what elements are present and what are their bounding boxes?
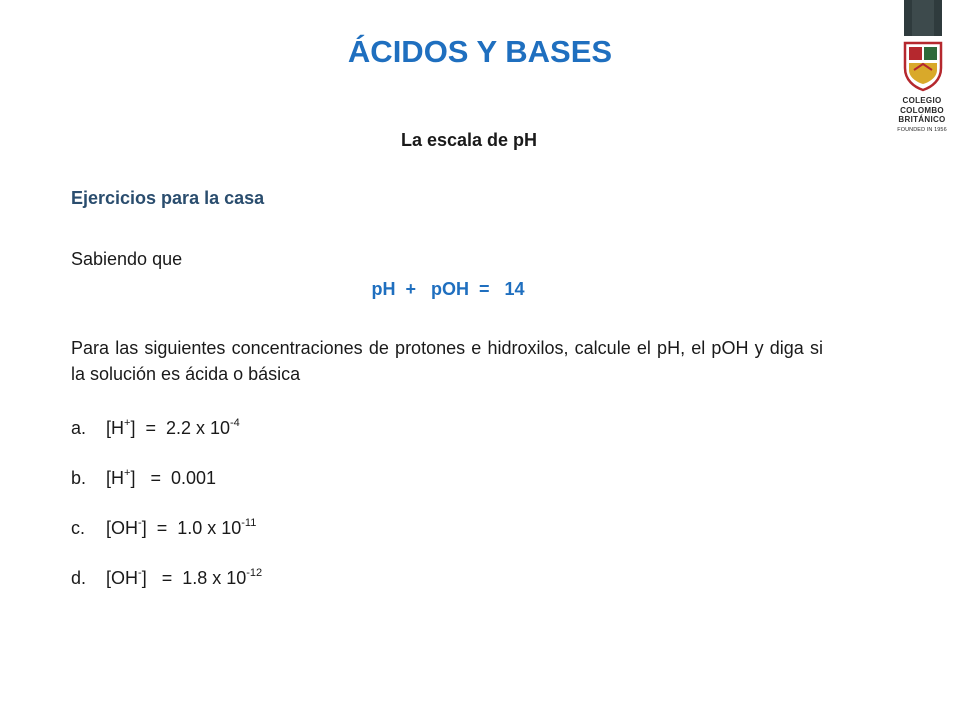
- crest-icon: [902, 40, 944, 92]
- exercise-list: [71, 418, 262, 618]
- school-logo: [896, 0, 948, 150]
- exercise-item: b. [H+] = 0.001: [71, 467, 216, 488]
- exercise-item: a. [H+] = 2.2 x $10^{-4}$: [71, 417, 240, 438]
- logo-bar: [904, 0, 942, 36]
- exercise-item: c. [OH-] = 1.0 x $10^{-11}$: [71, 517, 257, 538]
- exercise-item: d. [OH-] = 1.8 x $10^{-12}$: [71, 567, 263, 588]
- logo-text: COLEGIO COLOMBO BRITÁNICO FOUNDED IN 1956: [897, 96, 947, 133]
- slide-title: ÁCIDOS Y BASES: [347, 34, 613, 69]
- instructions-paragraph: Para las siguientes concentraciones de protones e hidroxilos, calcule el pH, el pOH y diga si la solución es ácida o básica: [71, 338, 823, 384]
- intro-text: Sabiendo que: [71, 249, 183, 269]
- section-heading: Ejercicios para la casa: [71, 188, 265, 208]
- formula: pH + pOH = 14: [371, 279, 525, 299]
- slide-subtitle: La escala de pH: [400, 130, 538, 150]
